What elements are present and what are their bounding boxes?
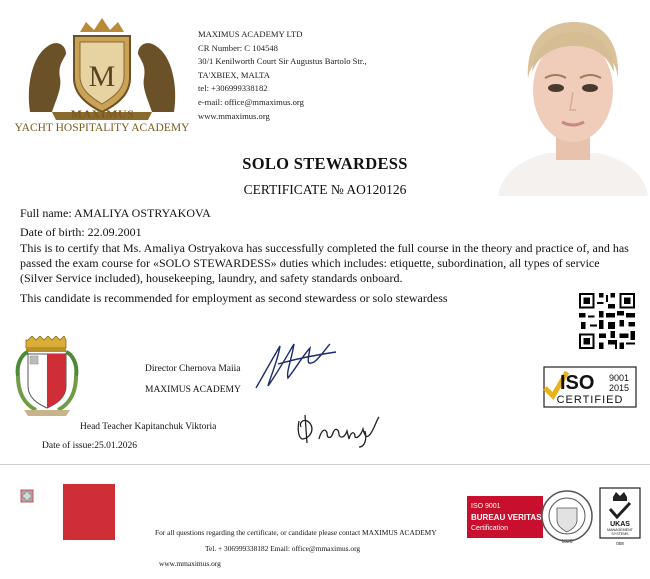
svg-text:1828: 1828 xyxy=(561,539,573,545)
date-of-birth: Date of birth: 22.09.2001 xyxy=(20,225,142,239)
company-cr: CR Number: C 104548 xyxy=(198,42,278,53)
crown-icon xyxy=(80,18,124,32)
svg-text:Certification: Certification xyxy=(471,525,508,532)
bureau-veritas-badge xyxy=(467,484,595,548)
iso-certified-badge xyxy=(543,366,637,408)
company-tel: tel: +306999338182 xyxy=(198,83,268,94)
logo-letter: M xyxy=(88,60,116,93)
svg-text:9001: 9001 xyxy=(609,373,630,383)
svg-text:SYSTEMS: SYSTEMS xyxy=(611,532,629,536)
company-email: e-mail: office@mmaximus.org xyxy=(198,96,304,107)
svg-text:008: 008 xyxy=(616,541,624,546)
svg-text:CERTIFIED: CERTIFIED xyxy=(556,394,624,406)
certificate-title: SOLO STEWARDESS xyxy=(242,154,408,173)
director-name: Director Chernova Maiia xyxy=(145,364,241,374)
director-signature xyxy=(248,334,338,392)
footer-contact-note: For all questions regarding the certificate, or candidate please contact MAXIMUS ACADEMY xyxy=(155,528,437,537)
malta-coat-of-arms xyxy=(14,336,80,420)
ukas-badge xyxy=(599,487,641,547)
head-teacher-signature xyxy=(293,409,381,449)
footer-divider xyxy=(0,464,650,465)
company-info xyxy=(198,28,367,123)
right-lion-icon xyxy=(138,43,175,112)
head-teacher-name: Head Teacher Kapitanchuk Viktoria xyxy=(80,422,217,432)
logo-name: MAXIMUS xyxy=(70,107,135,121)
qr-code-icon xyxy=(579,293,635,349)
svg-text:UKAS: UKAS xyxy=(610,521,630,528)
academy-name: MAXIMUS ACADEMY xyxy=(145,385,241,395)
svg-text:ISO 9001: ISO 9001 xyxy=(471,503,501,510)
left-lion-icon xyxy=(29,43,66,112)
svg-text:MANAGEMENT: MANAGEMENT xyxy=(607,528,633,532)
date-of-issue: Date of issue:25.01.2026 xyxy=(42,441,137,451)
certificate-number: CERTIFICATE № AO120126 xyxy=(243,182,407,197)
company-website: www.mmaximus.org xyxy=(198,110,270,121)
certification-statement: This is to certify that Ms. Amaliya Ostryakova has successfully completed the full course in the theory and practice of, and has passed the exam course for «SOLO STEWARDESS» duties which includes: etiquette, subordination, all types of service (Silver Service included), housekeeping, laundry, and safety standards onboard. xyxy=(20,241,629,285)
logo-subtitle: YACHT HOSPITALITY ACADEMY xyxy=(14,122,190,134)
svg-text:BUREAU VERITAS: BUREAU VERITAS xyxy=(471,513,542,522)
recommendation: This candidate is recommended for employment as second stewardess or solo stewardess xyxy=(20,291,448,305)
svg-text:2015: 2015 xyxy=(609,383,630,393)
mural-crown-icon xyxy=(26,336,66,348)
malta-flag xyxy=(11,484,115,540)
footer-tel-email: Tel. + 306999338182 Email: office@mmaximus.org xyxy=(205,544,361,553)
svg-text:ISO: ISO xyxy=(560,372,595,394)
full-name: Full name: AMALIYA OSTRYAKOVA xyxy=(20,206,211,220)
company-address-1: 30/1 Kenilworth Court Sir Augustus Bartolo Str., xyxy=(198,56,367,67)
footer-website: www.mmaximus.org xyxy=(159,559,221,568)
company-name: MAXIMUS ACADEMY LTD xyxy=(198,29,303,39)
company-address-2: TA'XBIEX, MALTA xyxy=(198,69,270,80)
